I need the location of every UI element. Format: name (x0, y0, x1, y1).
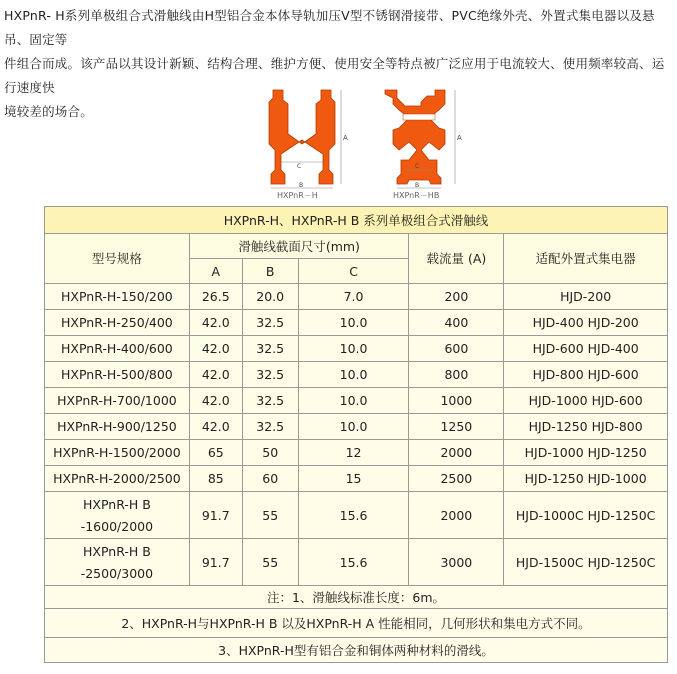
cell-c: 10.0 (298, 388, 409, 414)
cell-a: 65 (189, 440, 242, 466)
cell-c: 10.0 (298, 414, 409, 440)
cell-model: HXPnR-H-2000/2500 (45, 466, 190, 492)
table-row (45, 336, 668, 362)
intro-line-3: 境较差的场合。 (4, 104, 93, 119)
table-row (45, 440, 668, 466)
note-row (45, 609, 668, 638)
dim-label-b: B (415, 182, 420, 189)
cell-a: 85 (189, 466, 242, 492)
cell-current: 800 (409, 362, 504, 388)
cell-b: 20.0 (242, 284, 298, 310)
cell-a: 42.0 (189, 388, 242, 414)
profile-figures (255, 84, 462, 204)
cell-current: 1250 (409, 414, 504, 440)
cell-model: HXPnR-H-900/1250 (45, 414, 190, 440)
cell-model: HXPnR-H-1500/2000 (45, 440, 190, 466)
intro-line-2: 件组合而成。该产品以其设计新颖、结构合理、维护方便、使用安全等特点被广泛应用于电流较大、使用频率较高、运行速度快 (4, 56, 665, 95)
cell-current: 2000 (409, 440, 504, 466)
col-header-collector: 适配外置式集电器 (504, 234, 668, 284)
intro-line-1: HXPnR- H系列单极组合式滑触线由H型铝合金本体导轨加压V型不锈钢滑接带、PVC绝缘外壳、外置式集电器以及悬吊、固定等 (4, 8, 655, 47)
cell-model-line-1: HXPnR-H B (82, 543, 151, 559)
cell-collector: HJD-1000 HJD-1250 (504, 440, 668, 466)
cell-c: 10.0 (298, 336, 409, 362)
cell-current: 600 (409, 336, 504, 362)
cell-b: 32.5 (242, 310, 298, 336)
cell-current: 200 (409, 284, 504, 310)
cell-model (45, 539, 190, 586)
cell-b: 32.5 (242, 388, 298, 414)
cell-current: 1000 (409, 388, 504, 414)
col-header-b: B (242, 259, 298, 284)
cell-b: 55 (242, 539, 298, 586)
note-3: 3、HXPnR-H型有铝合金和铜体两种材料的滑线。 (45, 638, 668, 663)
cell-a: 91.7 (189, 492, 242, 539)
cell-collector: HJD-1250 HJD-1000 (504, 466, 668, 492)
cell-model: HXPnR-H-700/1000 (45, 388, 190, 414)
cell-collector: HJD-600 HJD-400 (504, 336, 668, 362)
cell-model (45, 492, 190, 539)
cell-model: HXPnR-H-400/600 (45, 336, 190, 362)
cell-c: 10.0 (298, 310, 409, 336)
cell-c: 7.0 (298, 284, 409, 310)
dim-label-a: A (343, 134, 348, 142)
table-row (45, 492, 668, 539)
dim-label-a: A (457, 134, 462, 142)
table-row (45, 414, 668, 440)
cell-model-line-1: HXPnR-H B (82, 496, 151, 512)
note-2: 2、HXPnR-H与HXPnR-H B 以及HXPnR-H A 性能相同，几何形状和集电方式不同。 (45, 609, 668, 638)
dim-label-c: C (297, 163, 302, 170)
cell-c: 10.0 (298, 362, 409, 388)
cell-collector: HJD-1500C HJD-1250C (504, 539, 668, 586)
cell-b: 32.5 (242, 414, 298, 440)
col-header-a: A (189, 259, 242, 284)
cell-model: HXPnR-H-500/800 (45, 362, 190, 388)
cell-model-line-2: -1600/2000 (80, 518, 154, 534)
h-profile-drawing (255, 84, 350, 192)
cell-b: 32.5 (242, 336, 298, 362)
table-row (45, 539, 668, 586)
cell-c: 12 (298, 440, 409, 466)
table-row (45, 466, 668, 492)
cell-collector: HJD-200 (504, 284, 668, 310)
cell-current: 3000 (409, 539, 504, 586)
cell-model: HXPnR-H-150/200 (45, 284, 190, 310)
spec-table (44, 206, 668, 663)
cell-c: 15.6 (298, 492, 409, 539)
cell-a: 42.0 (189, 414, 242, 440)
dim-label-c: C (415, 163, 420, 170)
cell-collector: HJD-800 HJD-600 (504, 362, 668, 388)
cell-b: 55 (242, 492, 298, 539)
col-header-c: C (298, 259, 409, 284)
cell-a: 42.0 (189, 336, 242, 362)
table-row (45, 362, 668, 388)
col-header-current: 载流量 (A) (409, 234, 504, 284)
cell-collector: HJD-1000 HJD-600 (504, 388, 668, 414)
note-row (45, 586, 668, 609)
col-header-model: 型号规格 (45, 234, 190, 284)
cell-model-line-2: -2500/3000 (80, 565, 154, 581)
cell-a: 42.0 (189, 310, 242, 336)
table-title: HXPnR-H、HXPnR-H B 系列单极组合式滑触线 (45, 207, 668, 234)
cell-current: 2500 (409, 466, 504, 492)
hb-profile-drawing (375, 84, 470, 192)
note-1: 注：1、滑触线标准长度：6m。 (45, 586, 668, 609)
figure-caption-hb: HXPnR－HB (393, 191, 440, 200)
cell-collector: HJD-1000C HJD-1250C (504, 492, 668, 539)
cell-c: 15 (298, 466, 409, 492)
note-row (45, 638, 668, 663)
cell-current: 400 (409, 310, 504, 336)
cell-collector: HJD-400 HJD-200 (504, 310, 668, 336)
figure-caption-h: HXPnR－H (277, 191, 318, 200)
cell-c: 15.6 (298, 539, 409, 586)
cell-a: 91.7 (189, 539, 242, 586)
table-row (45, 310, 668, 336)
cell-b: 60 (242, 466, 298, 492)
col-header-size: 滑触线截面尺寸(mm) (189, 234, 409, 259)
cell-model: HXPnR-H-250/400 (45, 310, 190, 336)
table-row (45, 284, 668, 310)
table-row (45, 388, 668, 414)
cell-a: 26.5 (189, 284, 242, 310)
dim-label-b: B (299, 182, 304, 189)
cell-a: 42.0 (189, 362, 242, 388)
cell-current: 2000 (409, 492, 504, 539)
cell-b: 32.5 (242, 362, 298, 388)
cell-collector: HJD-1250 HJD-800 (504, 414, 668, 440)
cell-b: 50 (242, 440, 298, 466)
